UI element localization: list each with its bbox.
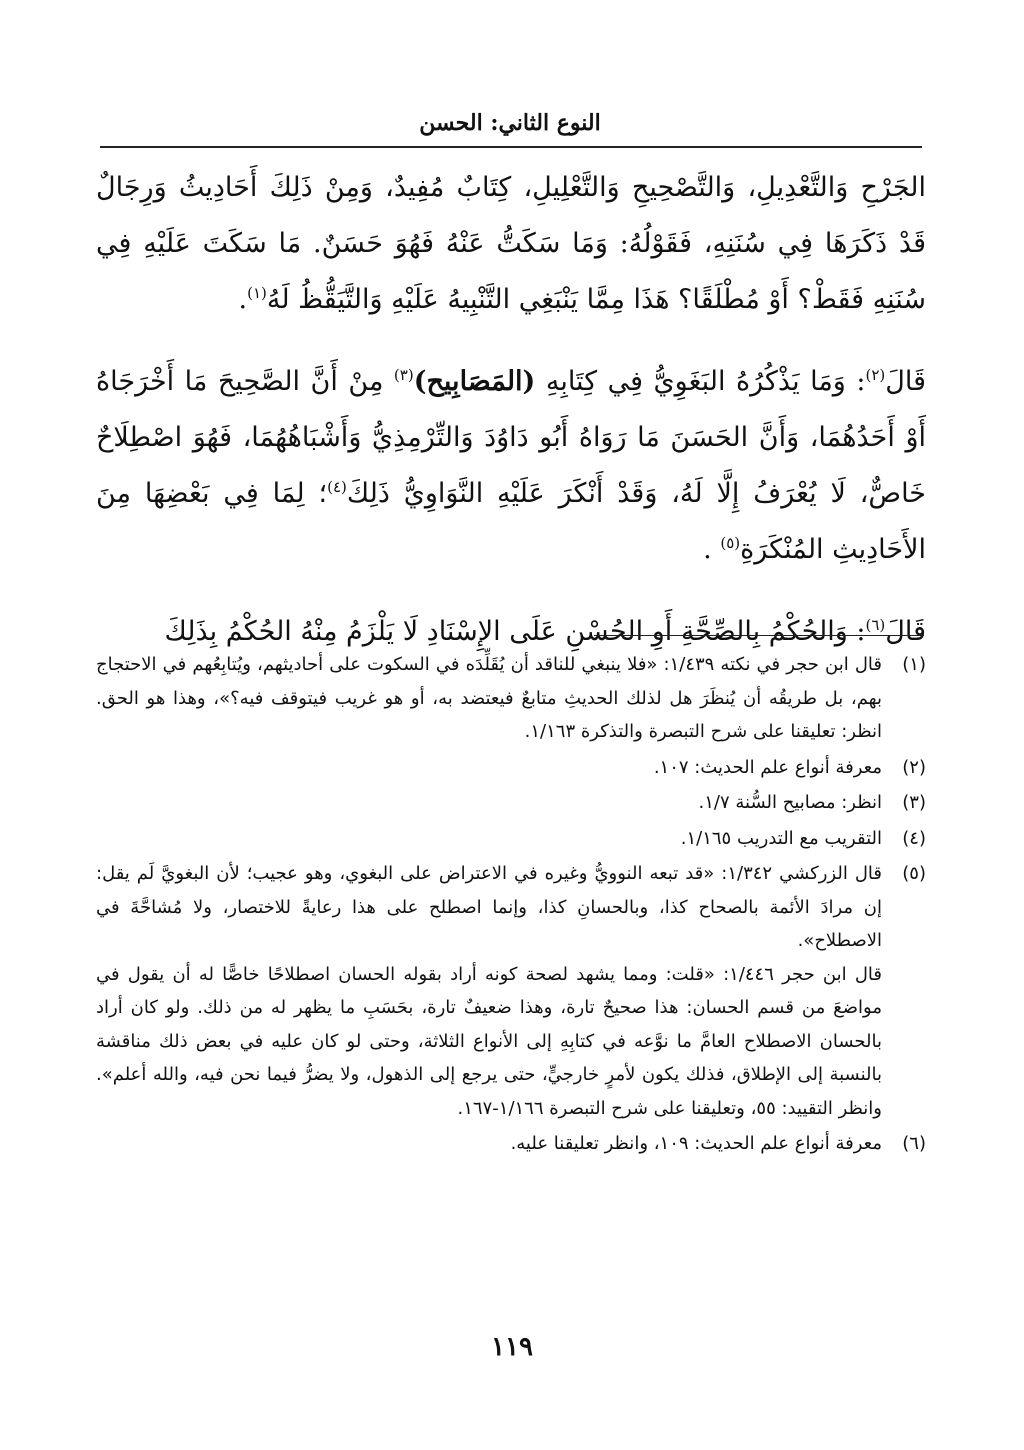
footnote-number: (٦) xyxy=(902,1133,926,1154)
running-title: النوع الثاني: الحسن xyxy=(419,110,601,136)
book-title-masabih: (المَصَابِيح) xyxy=(413,366,536,397)
footnote-1 xyxy=(96,648,926,749)
paragraph-2-text-c: ؛ لِمَا فِي بَعْضِهَا مِنَ الأَحَادِيثِ المُنْكَرَةِ xyxy=(96,478,926,565)
footnote-number: (٥) xyxy=(902,863,926,884)
footnote-ref-1: (١) xyxy=(247,284,267,302)
footnote-text: معرفة أنواع علم الحديث: ١٠٧. xyxy=(653,756,882,778)
footnote-text: معرفة أنواع علم الحديث: ١٠٩، وانظر تعليقنا عليه. xyxy=(510,1133,882,1154)
footnotes xyxy=(96,648,926,1163)
footnote-text-continued: قال ابن حجر ١/٤٤٦: «قلت: ومما يشهد لصحة كونه أراد بقوله الحسان اصطلاحًا خاصًّا له أن يقول في مواضعَ من قسم الحسان: هذا صحيحٌ تارة، وهذا ضعيفٌ تارة، بحَسَبِ ما يظهر له من ذلك. ولو كان أراد بالحسان الاصطلاح العامَّ ما نوَّعه في كتابِهِ إلى الأنواع الثلاثة، وحتى لو كان عليه في بعض ذلك مناقشة بالنسبة إلى الإطلاق، فذلك يكون لأمرٍ خارجيٍّ، حتى يرجع إلى الذهول، ولا يضرُّ فيما نحن فيه، والله أعلم». وانظر التقييد: ٥٥، وتعليقنا على شرح التبصرة ١/١٦٦-١٦٧. xyxy=(96,963,882,1119)
footnote-ref-5: (٥) xyxy=(720,534,741,552)
paragraph-1: الجَرْحِ وَالتَّعْدِيلِ، وَالتَّصْحِيحِ وَالتَّعْلِيلِ، كِتَابٌ مُفِيدٌ، وَمِنْ ذَلِكَ أَحَادِيثُ وَرِجَالٌ قَدْ ذَكَرَهَا فِي سُنَنِهِ، فَقَوْلُهُ: وَمَا سَكَتُّ عَنْهُ فَهُوَ حَسَنٌ. مَا سَكَتَ عَلَيْهِ فِي سُنَنِهِ فَقَطْ؟ أَوْ مُطْلَقًا؟ هَذَا مِمَّا يَنْبَغِي التَّنْبِيهُ عَلَيْهِ وَالتَّيَقُّظُ لَهُ$^{(١)}$. xyxy=(96,172,926,315)
footnote-ref-6: (٦) xyxy=(865,616,886,634)
paragraph-2-text-b: مِنْ أَنَّ الصَّحِيحَ مَا أَخْرَجَاهُ أَوْ أَحَدُهُمَا، وَأَنَّ الحَسَنَ مَا رَوَاهُ أَبُو دَاوُدَ وَالتِّرْمِذِيُّ وَأَشْبَاهُهُمَا، فَهُوَ اصْطِلَاحٌ خَاصٌّ، لَا يُعْرَفُ إِلَّا لَهُ، وَقَدْ أَنْكَرَ عَلَيْهِ النَّوَاوِيُّ ذَلِكَ xyxy=(96,366,926,509)
header-rule xyxy=(100,146,922,148)
page-number: ١١٩ xyxy=(491,1332,533,1362)
footnote-ref-2: (٢) xyxy=(865,366,886,384)
footnote-2 xyxy=(96,751,926,785)
footnote-6 xyxy=(96,1127,926,1161)
footnote-number: (٢) xyxy=(902,756,926,778)
paragraph-1-text: الجَرْحِ وَالتَّعْدِيلِ، وَالتَّصْحِيحِ وَالتَّعْلِيلِ، كِتَابٌ مُفِيدٌ، وَمِنْ ذَلِكَ أَحَادِيثُ وَرِجَالٌ قَدْ ذَكَرَهَا فِي سُنَنِهِ، فَقَوْلُهُ: وَمَا سَكَتُّ عَنْهُ فَهُوَ حَسَنٌ. مَا سَكَتَ عَلَيْهِ فِي سُنَنِهِ فَقَطْ؟ أَوْ مُطْلَقًا؟ هَذَا مِمَّا يَنْبَغِي التَّنْبِيهُ عَلَيْهِ وَالتَّيَقُّظُ لَهُ xyxy=(96,172,926,315)
footnote-separator xyxy=(594,635,924,636)
paragraph-2-text-a: : وَمَا يَذْكُرُهُ البَغَوِيُّ فِي كِتَابِهِ xyxy=(535,366,866,397)
footnote-number: (٤) xyxy=(902,827,926,849)
paragraph-2: قَالَ$^{(٢)}$: وَمَا يَذْكُرُهُ البَغَوِيُّ فِي كِتَابِهِ (المَصَابِيح)$^{(٣)}$ مِنْ أَنَّ الصَّحِيحَ مَا أَخْرَجَاهُ أَوْ أَحَدُهُمَا، وَأَنَّ الحَسَنَ مَا رَوَاهُ أَبُو دَاوُدَ وَالتِّرْمِذِيُّ وَأَشْبَاهُهُمَا، فَهُوَ اصْطِلَاحٌ خَاصٌّ، لَا يُعْرَفُ إِلَّا لَهُ، وَقَدْ أَنْكَرَ عَلَيْهِ النَّوَاوِيُّ ذَلِكَ$^{(٤)}$؛ لِمَا فِي بَعْضِهَا مِنَ الأَحَادِيثِ المُنْكَرَةِ$^{(٥)}$ . xyxy=(96,366,926,565)
footnote-ref-4: (٤) xyxy=(327,478,347,496)
main-text xyxy=(96,160,926,660)
footnote-text: قال الزركشي ١/٣٤٢: «قد تبعه النوويُّ وغيره في الاعتراض على البغوي، وهو عجيب؛ لأن البغويَّ لَم يقل: إن مرادَ الأئمة بالصحاح كذا، وبالحسانِ كذا، وإنما اصطلح على هذا رعايةً للاختصار، ولا مُشاحَّةَ في الاصطلاح». xyxy=(96,863,882,951)
footnote-3 xyxy=(96,786,926,820)
footnote-4 xyxy=(96,822,926,856)
paragraph-3-qala: قَالَ xyxy=(885,616,926,647)
paragraph-2-qala: قَالَ xyxy=(885,366,926,397)
paragraph-3-text: : وَالحُكْمُ بِالصِّحَّةِ أَوِ الحُسْنِ عَلَى الإِسْنَادِ لَا يَلْزَمُ مِنْهُ الحُكْمُ بِذَلِكَ xyxy=(164,616,866,647)
footnote-number: (١) xyxy=(902,654,926,675)
footnote-5 xyxy=(96,857,926,1125)
footnote-number: (٣) xyxy=(902,792,926,813)
footnote-text: قال ابن حجر في نكته ١/٤٣٩: «فلا ينبغي للناقد أن يُقَلِّدَه في السكوت على أحاديثهم، ويُتابِعُهم في الاحتجاج بهم، بل طريقُه أن يُنظَرَ هل لذلك الحديثِ متابعٌ فيعتضد به، أو هو غريب فيتوقف فيه؟»، وهذا هو الحق. انظر: تعليقنا على شرح التبصرة والتذكرة ١/١٦٣. xyxy=(96,654,882,742)
footnote-ref-3: (٣) xyxy=(393,366,414,384)
footnote-text: انظر: مصابيح السُّنة ١/٧. xyxy=(698,792,882,813)
footnote-text: التقريب مع التدريب ١/١٦٥. xyxy=(680,827,882,849)
